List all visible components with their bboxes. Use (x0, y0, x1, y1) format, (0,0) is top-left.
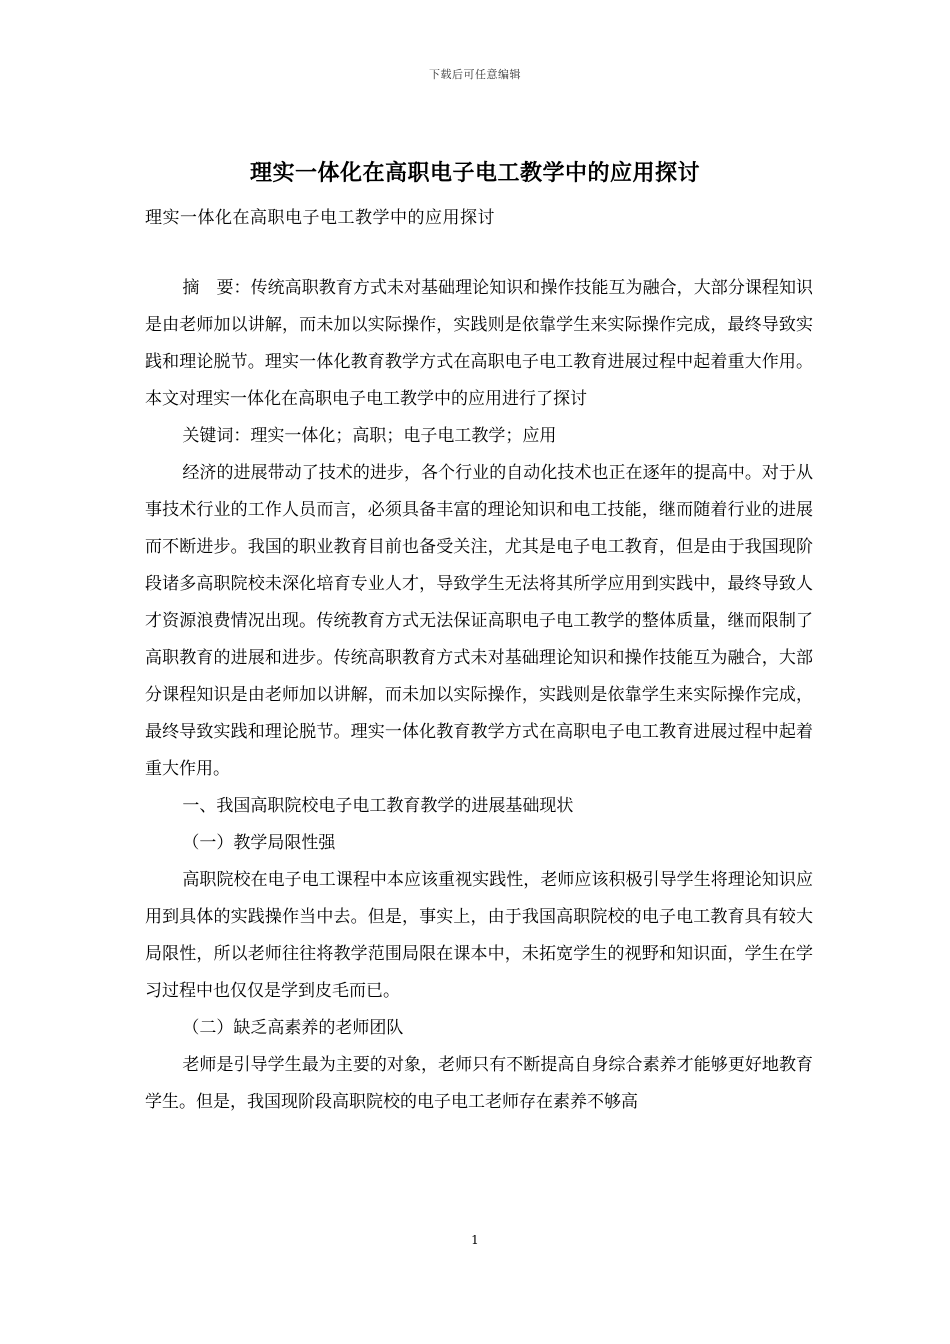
page-number: 1 (471, 1233, 479, 1247)
document-body (145, 270, 813, 1121)
subsection-heading-2: （二）缺乏高素养的老师团队 (182, 1018, 404, 1038)
introduction-paragraph: 经济的进展带动了技术的进步，各个行业的自动化技术也正在逐年的提高中。对于从事技术行业的工作人员而言，必须具备丰富的理论知识和电工技能，继而随着行业的进展而不断进步。我国的职业教育目前也备受关注，尤其是电子电工教育，但是由于我国现阶段诸多高职院校未深化培育专业人才，导致学生无法将其所学应用到实践中，最终导致人才资源浪费情况出现。传统教育方式无法保证高职电子电工教学的整体质量，继而限制了高职教育的进展和进步。传统高职教育方式未对基础理论知识和操作技能互为融合，大部分课程知识是由老师加以讲解，而未加以实际操作，实践则是依靠学生来实际操作完成，最终导致实践和理论脱节。理实一体化教育教学方式在高职电子电工教育进展过程中起着重大作用。 (145, 463, 813, 779)
document-title: 理实一体化在高职电子电工教学中的应用探讨 (249, 160, 700, 186)
body-paragraph: 老师是引导学生最为主要的对象，老师只有不断提高自身综合素养才能够更好地教育学生。但是，我国现阶段高职院校的电子电工老师存在素养不够高 (145, 1055, 813, 1112)
page-header: 下载后可任意编辑 (429, 68, 521, 81)
document-subtitle: 理实一体化在高职电子电工教学中的应用探讨 (145, 208, 495, 228)
keywords-paragraph: 关键词：理实一体化；高职；电子电工教学；应用 (182, 426, 557, 446)
subsection-heading-1: （一）教学局限性强 (182, 833, 336, 853)
abstract-paragraph: 摘 要：传统高职教育方式未对基础理论知识和操作技能互为融合，大部分课程知识是由老师加以讲解，而未加以实际操作，实践则是依靠学生来实际操作完成，最终导致实践和理论脱节。理实一体化教育教学方式在高职电子电工教育进展过程中起着重大作用。本文对理实一体化在高职电子电工教学中的应用进行了探讨 (145, 278, 813, 409)
section-heading-1: 一、我国高职院校电子电工教育教学的进展基础现状 (182, 796, 574, 816)
body-paragraph: 高职院校在电子电工课程中本应该重视实践性，老师应该积极引导学生将理论知识应用到具体的实践操作当中去。但是，事实上，由于我国高职院校的电子电工教育具有较大局限性，所以老师往往将教学范围局限在课本中，未拓宽学生的视野和知识面，学生在学习过程中也仅仅是学到皮毛而已。 (145, 870, 813, 1001)
